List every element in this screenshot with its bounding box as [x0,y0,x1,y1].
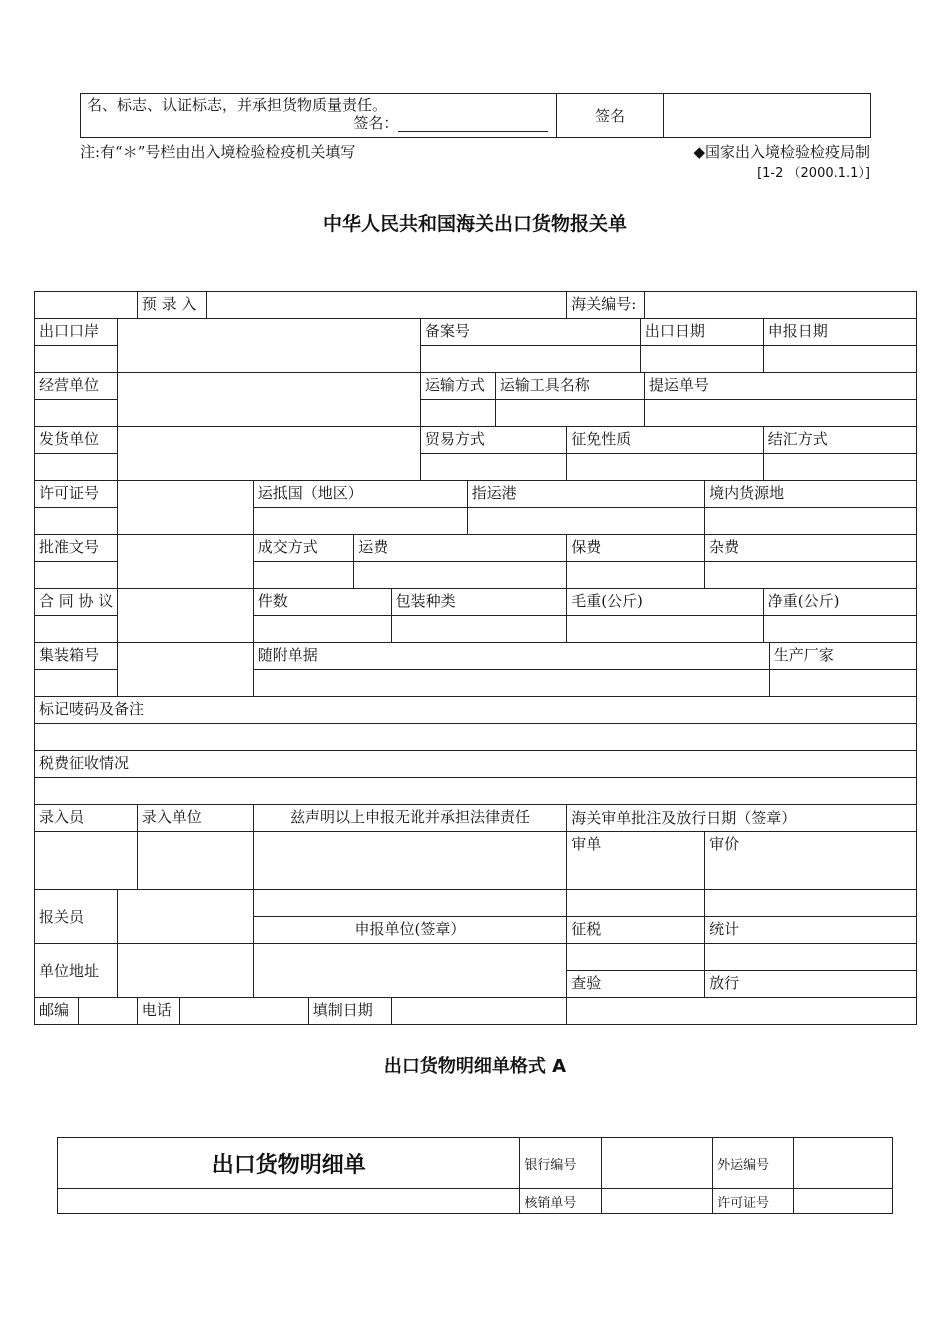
freight-field[interactable] [354,562,567,589]
container-no-field[interactable] [118,643,253,697]
deal-mode-label: 成交方式 [253,535,354,562]
transport-name-label: 运输工具名称 [495,373,644,400]
declare-unit-field[interactable] [253,890,567,917]
contract-blank[interactable] [35,616,118,643]
container-no-blank[interactable] [35,670,118,697]
shipper-field[interactable] [118,427,421,481]
pieces-label: 件数 [253,589,391,616]
documents-label: 随附单据 [253,643,769,670]
customs-no-field[interactable] [644,292,916,319]
unit-address-value[interactable] [253,944,567,998]
license-no-label: 许可证号 [35,481,118,508]
license-no-field[interactable] [118,481,253,535]
transport-mode-field[interactable] [420,400,495,427]
approval-no-field[interactable] [118,535,253,589]
shipper-blank[interactable] [35,454,118,481]
unit-address-field[interactable] [118,944,253,998]
review-label: 审单 [567,832,705,890]
statement-text: 名、标志、认证标志，并承担货物质量责任。 [87,96,388,114]
contract-field[interactable] [118,589,253,643]
tax-status-label: 税费征收情况 [35,751,917,778]
net-weight-label: 净重(公斤) [763,589,916,616]
signature-prefix: 签名： [353,114,399,132]
statistics-field[interactable] [705,944,917,971]
postcode-field[interactable] [78,998,137,1025]
detail-license-no-field[interactable] [794,1189,893,1214]
customs-declaration-form [34,291,917,1025]
form-code: [1-2 （2000.1.1）] [757,166,870,181]
entry-unit-field[interactable] [137,832,253,890]
levy-field[interactable] [567,944,705,971]
verification-no-label: 核销单号 [520,1189,602,1214]
package-type-field[interactable] [391,616,567,643]
declare-unit-seal-label: 申报单位(签章） [253,917,567,944]
record-no-field[interactable] [420,346,640,373]
package-type-label: 包装种类 [391,589,567,616]
bill-no-label: 提运单号 [644,373,916,400]
export-date-field[interactable] [640,346,763,373]
bank-no-label: 银行编号 [520,1138,602,1189]
entry-clerk-field[interactable] [35,832,138,890]
container-no-label: 集装箱号 [35,643,118,670]
approval-no-blank[interactable] [35,562,118,589]
approval-no-label: 批准文号 [35,535,118,562]
declarant-field[interactable] [118,890,253,944]
trade-mode-label: 贸易方式 [420,427,566,454]
bill-no-field[interactable] [644,400,916,427]
transport-name-field[interactable] [495,400,644,427]
misc-fee-label: 杂费 [705,535,917,562]
detail-blank [58,1189,520,1214]
signature-line[interactable] [398,117,548,132]
phone-label: 电话 [137,998,179,1025]
inspection-label: 查验 [567,971,705,998]
entry-unit-label: 录入单位 [137,805,253,832]
business-unit-field[interactable] [118,373,421,427]
export-port-field[interactable] [118,319,421,373]
price-review-label: 审价 [705,832,917,890]
freight-label: 运费 [354,535,567,562]
shipping-no-label: 外运编号 [713,1138,794,1189]
unit-address-label: 单位地址 [35,944,118,998]
statistics-label: 统计 [705,917,917,944]
detail-license-no-label: 许可证号 [713,1189,794,1214]
misc-fee-field[interactable] [705,562,917,589]
net-weight-field[interactable] [763,616,916,643]
declarant-label: 报关员 [35,890,118,944]
contract-label: 合 同 协 议 [35,589,118,616]
entry-clerk-label: 录入员 [35,805,138,832]
deal-mode-field[interactable] [253,562,354,589]
price-review-field[interactable] [705,890,917,917]
dest-port-field[interactable] [467,508,705,535]
note-right: ◆国家出入境检验检疫局制 [693,143,870,161]
export-date-label: 出口日期 [640,319,763,346]
transport-mode-label: 运输方式 [420,373,495,400]
shipper-label: 发货单位 [35,427,118,454]
signature-field[interactable] [663,94,870,138]
license-no-blank[interactable] [35,508,118,535]
documents-field[interactable] [253,670,769,697]
gross-weight-field[interactable] [567,616,764,643]
manufacturer-field[interactable] [769,670,916,697]
settlement-label: 结汇方式 [763,427,916,454]
exemption-field[interactable] [567,454,764,481]
insurance-label: 保费 [567,535,705,562]
business-unit-label: 经营单位 [35,373,118,400]
marks-field[interactable] [35,724,917,751]
phone-field[interactable] [179,998,308,1025]
dest-country-field[interactable] [253,508,467,535]
declaration-statement: 兹声明以上申报无讹并承担法律责任 [253,805,567,832]
export-port-blank[interactable] [35,346,118,373]
declare-date-field[interactable] [763,346,916,373]
postcode-label: 邮编 [35,998,79,1025]
verification-no-field[interactable] [602,1189,713,1214]
fill-date-field[interactable] [391,998,567,1025]
domestic-source-label: 境内货源地 [705,481,917,508]
detail-list-box [57,1137,893,1214]
shipping-no-field[interactable] [794,1138,893,1189]
fill-date-label: 填制日期 [308,998,391,1025]
quality-statement [81,94,557,138]
marks-label: 标记唛码及备注 [35,697,917,724]
detail-list-title: 出口货物明细单 [58,1138,520,1189]
declare-date-label: 申报日期 [763,319,916,346]
trade-mode-field[interactable] [420,454,566,481]
business-unit-blank[interactable] [35,400,118,427]
exemption-label: 征免性质 [567,427,764,454]
pre-entry-blank-left[interactable] [35,292,138,319]
signature-header: 签名 [557,94,663,138]
declaration-field[interactable] [253,832,567,890]
pre-entry-label: 预 录 入 [137,292,206,319]
dest-port-label: 指运港 [467,481,705,508]
levy-label: 征税 [567,917,705,944]
page-title: 中华人民共和国海关出口货物报关单 [322,213,627,235]
domestic-source-field[interactable] [705,508,917,535]
manufacturer-label: 生产厂家 [769,643,916,670]
tax-status-field[interactable] [35,778,917,805]
release-field[interactable] [567,998,917,1025]
bank-no-field[interactable] [602,1138,713,1189]
gross-weight-label: 毛重(公斤) [567,589,764,616]
pieces-field[interactable] [253,616,391,643]
note-left: 注:有“＊”号栏由出入境检验检疫机关填写 [80,143,356,161]
dest-country-label: 运抵国（地区） [253,481,467,508]
customs-approval-label: 海关审单批注及放行日期（签章） [567,805,917,832]
customs-no-label: 海关编号: [567,292,645,319]
record-no-label: 备案号 [420,319,640,346]
detail-section-title: 出口货物明细单格式 A [383,1056,567,1077]
insurance-field[interactable] [567,562,705,589]
settlement-field[interactable] [763,454,916,481]
review-field[interactable] [567,890,705,917]
pre-entry-field[interactable] [206,292,567,319]
export-port-label: 出口口岸 [35,319,118,346]
release-label: 放行 [705,971,917,998]
declaration-box [80,93,871,138]
